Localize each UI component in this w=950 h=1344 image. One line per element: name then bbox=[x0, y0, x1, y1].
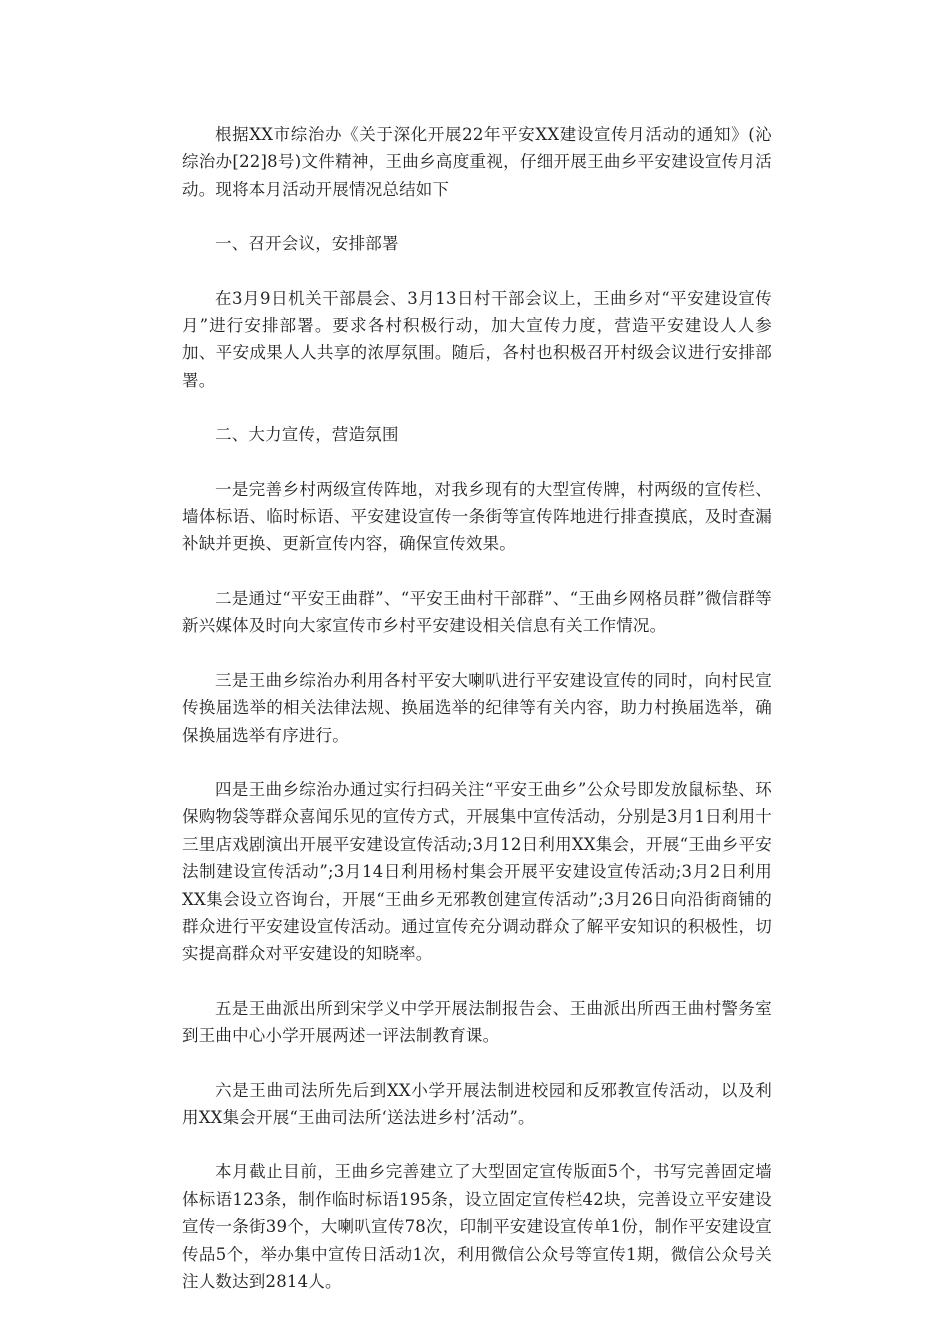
intro-paragraph: 根据XX市综治办《关于深化开展22年平安XX建设宣传月活动的通知》(沁综治办[22]8号)文件精神，王曲乡高度重视，仔细开展王曲乡平安建设宣传月活动。现将本月活动开展情况总结如下 bbox=[182, 125, 772, 199]
publicity-item-6: 六是王曲司法所先后到XX小学开展法制进校园和反邪教宣传活动，以及利用XX集会开展“王曲司法所‘送法进乡村’活动”。 bbox=[182, 1080, 772, 1127]
publicity-item-2: 二是通过“平安王曲群”、“平安王曲村干部群”、“王曲乡网格员群”微信群等新兴媒体及时向大家宣传市乡村平安建设相关信息有关工作情况。 bbox=[182, 588, 772, 636]
meetings-paragraph: 在3月9日机关干部晨会、3月13日村干部会议上，王曲乡对“平安建设宣传月”进行安排部署。要求各村积极行动，加大宣传力度，营造平安建设人人参加、平安成果人人共享的浓厚氛围。随后，各村也积极召开村级会议进行安排部署。 bbox=[182, 288, 772, 390]
section-heading-publicity: 二、大力宣传，营造氛围 bbox=[215, 425, 399, 445]
publicity-item-4: 四是王曲乡综治办通过实行扫码关注“平安王曲乡”公众号即发放鼠标垫、环保购物袋等群众喜闻乐见的宣传方式，开展集中宣传活动，分别是3月1日利用十三里店戏剧演出开展平安建设宣传活动;3月12日利用XX集会，开展“王曲乡平安法制建设宣传活动”;3月14日利用杨村集会开展平安建设宣传活动;3月2日利用XX集会设立咨询台，开展“王曲乡无邪教创建宣传活动”;3月26日向沿街商铺的群众进行平安建设宣传活动。通过宣传充分调动群众了解平安知识的积极性，切实提高群众对平安建设的知晓率。 bbox=[182, 779, 772, 964]
section-heading-meetings: 一、召开会议，安排部署 bbox=[215, 234, 399, 254]
summary-paragraph: 本月截止目前，王曲乡完善建立了大型固定宣传版面5个，书写完善固定墙体标语123条，制作临时标语195条，设立固定宣传栏42块，完善设立平安建设宣传一条街39个，大喇叭宣传78次，印制平安建设宣传单1份，制作平安建设宣传品5个，举办集中宣传日活动1次，利用微信公众号等宣传1期，微信公众号关注人数达到2814人。 bbox=[182, 1162, 772, 1291]
document-body bbox=[182, 121, 772, 1322]
publicity-item-1: 一是完善乡村两级宣传阵地，对我乡现有的大型宣传牌，村两级的宣传栏、墙体标语、临时标语、平安建设宣传一条街等宣传阵地进行排查摸底，及时查漏补缺并更换、更新宣传内容，确保宣传效果。 bbox=[182, 479, 772, 554]
publicity-item-5: 五是王曲派出所到宋学义中学开展法制报告会、王曲派出所西王曲村警务室到王曲中心小学开展两述一评法制教育课。 bbox=[182, 998, 772, 1046]
publicity-item-3: 三是王曲乡综治办利用各村平安大喇叭进行平安建设宣传的同时，向村民宣传换届选举的相关法律法规、换届选举的纪律等有关内容，助力村换届选举，确保换届选举有序进行。 bbox=[182, 670, 772, 745]
